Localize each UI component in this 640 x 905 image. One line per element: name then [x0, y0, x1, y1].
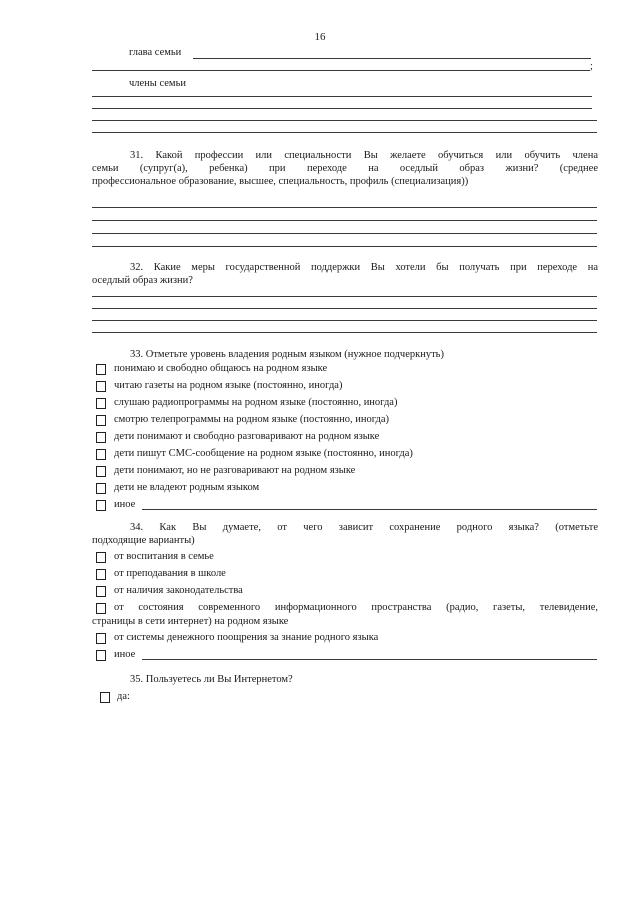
family-members-line-4[interactable] [92, 132, 597, 133]
q34-checkbox-1[interactable] [96, 552, 106, 563]
q34-checkbox-4[interactable] [96, 603, 106, 614]
q32-answer-line-4[interactable] [92, 332, 597, 333]
q32-text-line1: 32. Какие меры государственной поддержки Вы хотели бы получать при переходе на [130, 262, 598, 273]
q34-option-4-cont: страницы в сети интернет) на родном языке [92, 616, 289, 627]
q34-checkbox-6[interactable] [96, 650, 106, 661]
q34-checkbox-5[interactable] [96, 633, 106, 644]
q35-option-1: да: [117, 691, 130, 702]
q33-option-2: читаю газеты на родном языке (постоянно, иногда) [114, 380, 343, 391]
family-head-line-end: ; [590, 61, 593, 72]
q34-checkbox-2[interactable] [96, 569, 106, 580]
q34-option-4: от состояния современного информационного пространства (радио, газеты, телевидение, [114, 602, 598, 613]
q33-checkbox-6[interactable] [96, 449, 106, 460]
family-head-line[interactable] [193, 58, 591, 59]
family-members-label: члены семьи [129, 78, 186, 89]
q33-other-line[interactable] [142, 509, 597, 510]
q32-text-line2: оседлый образ жизни? [92, 275, 193, 286]
q33-option-3: слушаю радиопрограммы на родном языке (постоянно, иногда) [114, 397, 398, 408]
q31-text-line2: семьи (супруг(а), ребенка) при переходе на оседлый образ жизни? (среднее [92, 163, 598, 174]
q34-other-line[interactable] [142, 659, 597, 660]
q32-answer-line-2[interactable] [92, 308, 597, 309]
q33-option-8: дети не владеют родным языком [114, 482, 260, 493]
family-head-line-2[interactable] [92, 70, 590, 71]
q33-option-9: иное [114, 499, 136, 510]
q32-answer-line-1[interactable] [92, 296, 597, 297]
q33-checkbox-3[interactable] [96, 398, 106, 409]
family-head-label: глава семьи [129, 47, 182, 58]
q33-checkbox-4[interactable] [96, 415, 106, 426]
q33-option-4: смотрю телепрограммы на родном языке (постоянно, иногда) [114, 414, 389, 425]
q33-checkbox-8[interactable] [96, 483, 106, 494]
q33-checkbox-2[interactable] [96, 381, 106, 392]
q33-text: 33. Отметьте уровень владения родным языком (нужное подчеркнуть) [130, 349, 444, 360]
q32-answer-line-3[interactable] [92, 320, 597, 321]
q33-option-7: дети понимают, но не разговаривают на родном языке [114, 465, 356, 476]
q34-text-line2: подходящие варианты) [92, 535, 195, 546]
q35-text: 35. Пользуетесь ли Вы Интернетом? [130, 674, 293, 685]
q34-option-2: от преподавания в школе [114, 568, 226, 579]
q34-option-5: от системы денежного поощрения за знание родного языка [114, 632, 379, 643]
q34-checkbox-3[interactable] [96, 586, 106, 597]
q33-checkbox-7[interactable] [96, 466, 106, 477]
family-members-line-3[interactable] [92, 120, 597, 121]
q35-checkbox-1[interactable] [100, 692, 110, 703]
q34-option-3: от наличия законодательства [114, 585, 243, 596]
q33-checkbox-5[interactable] [96, 432, 106, 443]
q33-option-5: дети понимают и свободно разговаривают на родном языке [114, 431, 380, 442]
q31-answer-line-2[interactable] [92, 220, 597, 221]
q31-text-line3: профессиональное образование, высшее, специальность, профиль (специализация)) [92, 176, 469, 187]
q33-checkbox-1[interactable] [96, 364, 106, 375]
q34-option-1: от воспитания в семье [114, 551, 214, 562]
family-members-line-1[interactable] [92, 96, 592, 97]
page-number: 16 [314, 31, 326, 43]
family-members-line-2[interactable] [92, 108, 592, 109]
q31-answer-line-1[interactable] [92, 207, 597, 208]
q33-option-1: понимаю и свободно общаюсь на родном языке [114, 363, 328, 374]
q31-answer-line-3[interactable] [92, 233, 597, 234]
q33-checkbox-9[interactable] [96, 500, 106, 511]
q34-text-line1: 34. Как Вы думаете, от чего зависит сохранение родного языка? (отметьте [130, 522, 598, 533]
q33-option-6: дети пишут СМС-сообщение на родном языке (постоянно, иногда) [114, 448, 413, 459]
q31-answer-line-4[interactable] [92, 246, 597, 247]
q31-text-line1: 31. Какой профессии или специальности Вы желаете обучиться или обучить члена [130, 150, 598, 161]
q34-option-6: иное [114, 649, 136, 660]
